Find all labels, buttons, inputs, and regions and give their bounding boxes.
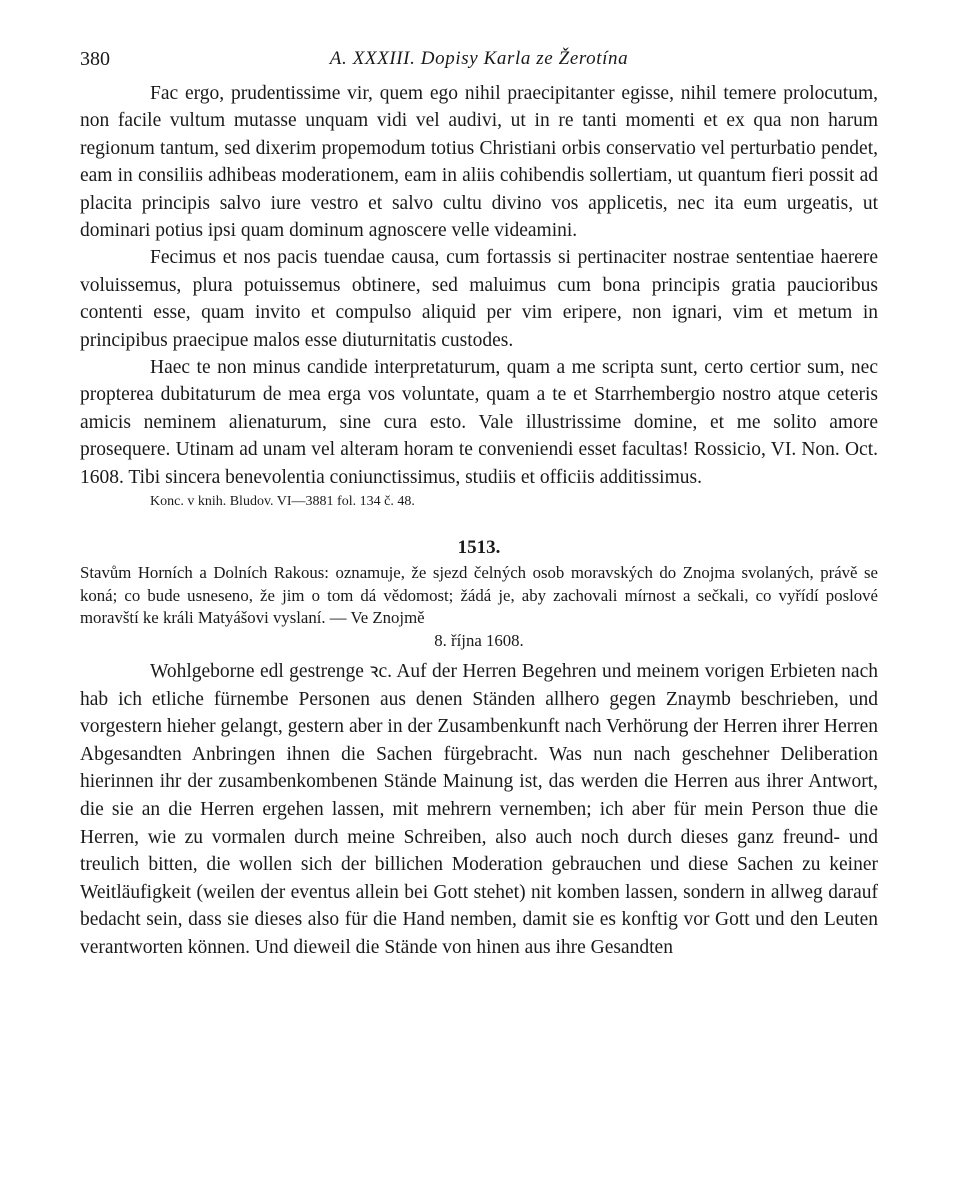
source-note: Konc. v knih. Bludov. VI—3881 fol. 134 č. 48. xyxy=(150,494,415,510)
page-number: 380 xyxy=(80,48,110,70)
document-number: 1513. xyxy=(457,537,501,559)
page-header xyxy=(80,40,878,80)
latin-paragraph: Fecimus et nos pacis tuendae causa, cum fortassis si pertinaciter nostrae sententiae haerere voluissemus, plura potuissemus obtinere, sed maluimus cum bona principis gratia paucioribus contenti esse, quam invito et compulso aliquid per vim eripere, non ignari, vim et metum in principibus praecipue malos esse diuturnitatis custodes. xyxy=(80,247,878,351)
german-letter xyxy=(80,658,878,962)
latin-letter xyxy=(80,80,878,491)
latin-paragraph: Haec te non minus candide interpretaturum, quam a me scripta sunt, certo certior sum, nec propterea dubitaturum de mea erga vos voluntate, quam a te et Starrhembergio nostro atque ceteris amicis neminem alienaturum, sine cura esto. Vale illustrissime domine, et me solito amore prosequere. Utinam ad unam vel alteram horam te conveniendi esset facultas! Rossicio, VI. Non. Oct. 1608. Tibi sincera benevolentia coniunctissimus, studiis et officiis additissimus. xyxy=(80,357,878,488)
running-title: A. XXXIII. Dopisy Karla ze Žerotína xyxy=(329,48,629,69)
regest-date: 8. října 1608. xyxy=(434,630,524,650)
german-paragraph: Wohlgeborne edl gestrenge ꝛc. Auf der Herren Begehren und meinem vorigen Erbieten nach hab ich etliche fürnembe Personen aus denen Ständen allhero gegen Znaymb beschrieben, und vorgestern hieher gelangt, gestern aber in der Zusambenkunft nach Verhörung der Herren ihrer Herren Abgesandten Anbringen ihnen die Sachen fürgebracht. Was nun nach geschehner Deliberation hierinnen ihr der zusambenkombenen Stände Mainung ist, das werden die Herren aus ihrer Antwort, die sie an die Herren ergehen lassen, mit mehrern vernemben; ich aber für mein Person thue die Herren, wie zu vormalen durch meine Schreiben, also auch noch durch dieses ganz freund- und treulich bitten, die wollen sich der billichen Moderation gebrauchen und diese Sachen zu keiner Weitläufigkeit (weilen der eventus allein bei Gott stehet) nit komben lassen, sondern in allweg darauf bedacht sein, dass sie dieses also für die Hand nemben, damit sie es konftig vor Gott und den Leuten verantworten können. Und dieweil die Stände von hinen aus ihre Gesandten xyxy=(80,661,878,959)
document-page xyxy=(80,40,878,962)
latin-paragraph: Fac ergo, prudentissime vir, quem ego nihil praecipitanter egisse, nihil temere prolocutum, non facile vultum mutasse unquam vidi vel audivi, ut in re tanti momenti et ex qua non harum regionum tantum, sed dixerim propemodum totius Christiani orbis conservatio vel perturbatio pendet, eam in consiliis adhibeas moderationem, eam in aliis cohibendis sollertiam, ut quantum fieri possit ad placita principis salvo iure vestro et salvo cultu divino vos applicetis, nec ita eum urgeatis, ut dominari potius ipsi quam dominum agnoscere velle videamini. xyxy=(80,83,878,242)
document-regest xyxy=(80,562,878,652)
regest-text: Stavům Horních a Dolních Rakous: oznamuje, že sjezd čelných osob moravských do Znojma svolaných, právě se koná; co bude usneseno, že jim o tom dá vědomost; žádá je, aby zachovali mírnost a sečkali, co vyřídí poslové moravští ke králi Matyášovi vyslaní. — Ve Znojmě xyxy=(80,563,878,628)
